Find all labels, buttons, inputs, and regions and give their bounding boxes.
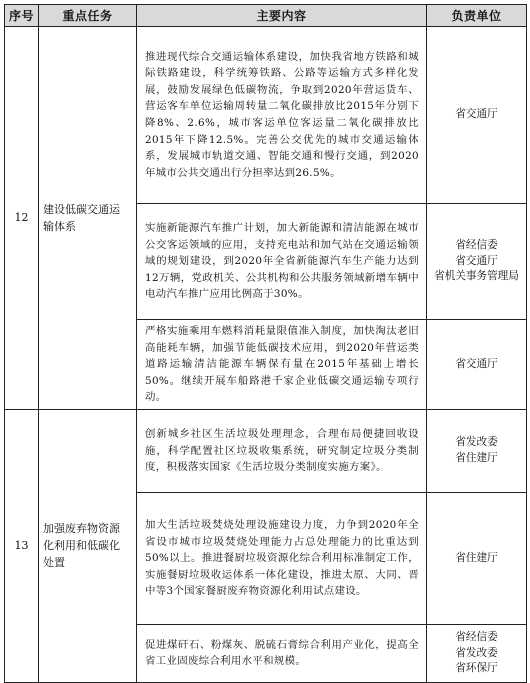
header-row xyxy=(5,5,527,27)
content-cell: 严格实施乘用车燃料消耗量限值准入制度，加快淘汰老旧高能耗车辆，加强节能低碳技术应用，到2020年营运类道路运输清洁能源车辆保有量在2015年基础上增长50%。继续开展车船路港千家企业低碳交通运输专项行动。 xyxy=(137,320,427,410)
content-cell: 实施新能源汽车推广计划，加大新能源和清洁能源在城市公交客运领域的应用，支持充电站和加气站在交通运输领域的规划建设，到2020年全省新能源汽车生产能力达到12万辆，党政机关、公共机构和公共服务领域新增车辆中电动汽车推广应用比例高于30%。 xyxy=(137,204,427,320)
unit-name: 省环保厅 xyxy=(455,662,498,675)
header-task: 重点任务 xyxy=(39,5,137,27)
table-row xyxy=(5,409,527,492)
unit-name: 省发改委 xyxy=(455,436,498,449)
header-unit: 负责单位 xyxy=(427,5,527,27)
table-row xyxy=(5,27,527,204)
unit-cell xyxy=(427,492,527,624)
unit-name: 省住建厅 xyxy=(455,451,498,464)
unit-name: 省交通厅 xyxy=(455,357,498,370)
seq-cell: 13 xyxy=(5,409,39,682)
unit-name: 省机关事务管理局 xyxy=(434,270,519,283)
header-content: 主要内容 xyxy=(137,5,427,27)
unit-name: 省交通厅 xyxy=(455,108,498,121)
unit-cell xyxy=(427,409,527,492)
unit-cell xyxy=(427,320,527,410)
unit-cell xyxy=(427,204,527,320)
unit-name: 省发改委 xyxy=(455,646,498,659)
unit-name: 省经信委 xyxy=(455,631,498,644)
content-cell: 创新城乡社区生活垃圾处理理念，合理布局便捷回收设施，科学配置社区垃圾收集系统，研究制定垃圾分类制度，积极落实国家《生活垃圾分类制度实施方案》。 xyxy=(137,409,427,492)
header-seq: 序号 xyxy=(5,5,39,27)
unit-cell xyxy=(427,624,527,682)
unit-cell xyxy=(427,27,527,204)
unit-name: 省住建厅 xyxy=(455,551,498,564)
unit-name: 省经信委 xyxy=(455,239,498,252)
task-cell: 加强废弃物资源化利用和低碳化处置 xyxy=(39,409,137,682)
unit-name: 省交通厅 xyxy=(455,254,498,267)
task-cell: 建设低碳交通运输体系 xyxy=(39,27,137,410)
seq-cell: 12 xyxy=(5,27,39,410)
content-cell: 促进煤矸石、粉煤灰、脱硫石膏综合利用产业化，提高全省工业固废综合利用水平和规模。 xyxy=(137,624,427,682)
content-cell: 推进现代综合交通运输体系建设，加快我省地方铁路和城际铁路建设，科学统筹铁路、公路等运输方式多样化发展，鼓励发展绿色低碳物流，争取到2020年营运货车、营运客车单位运输周转量二氧化碳排放比2015年分别下降8%、2.6%，城市客运单位客运量二氧化碳排放比2015年下降12.5%。完善公交优先的城市交通运输体系，发展城市轨道交通、智能交通和慢行交通，到2020年城市公共交通出行分担率达到26.5%。 xyxy=(137,27,427,204)
task-table xyxy=(4,4,527,683)
content-cell: 加大生活垃圾焚烧处理设施建设力度，力争到2020年全省设市城市垃圾焚烧处理能力占总处理能力的比重达到50%以上。推进餐厨垃圾资源化综合利用标准制定工作，实施餐厨垃圾收运体系一体化建设，推进太原、大同、晋中等3个国家餐厨废弃物资源化利用试点建设。 xyxy=(137,492,427,624)
